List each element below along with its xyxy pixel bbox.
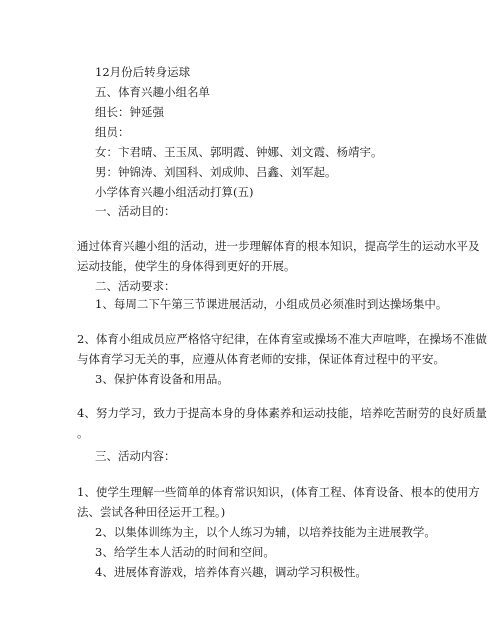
paragraph-line: 1、使学生理解一些简单的体育常识知识，(体育工程、体育设备、根本的使用方	[77, 485, 480, 499]
text-line: 12月份后转身运球	[95, 65, 191, 79]
paragraph-line: 3、保护体育设备和用品。	[95, 372, 229, 386]
text-line: 男：钟锦涛、刘国科、刘成帅、吕鑫、刘军起。	[95, 165, 337, 179]
section-heading: 一、活动目的：	[95, 204, 176, 218]
paragraph-line: 运动技能，使学生的身体得到更好的开展。	[77, 259, 296, 273]
paragraph-line: 4、努力学习，致力于提高本身的身体素养和运动技能，培养吃苦耐劳的良好质量	[77, 406, 487, 420]
paragraph-line: 与体育学习无关的事，应遵从体育老师的安排，保证体育过程中的平安。	[77, 352, 445, 366]
document-title: 小学体育兴趣小组活动打算(五)	[95, 185, 254, 199]
section-heading: 二、活动要求：	[95, 279, 176, 293]
paragraph-line: 法、尝试各种田径运开工程。)	[77, 505, 226, 519]
paragraph-line: 3、给学生本人活动的时间和空间。	[95, 545, 275, 559]
paragraph-line: 。	[77, 426, 89, 440]
text-line: 组长：钟延强	[95, 105, 164, 119]
section-heading: 三、活动内容：	[95, 449, 176, 463]
text-line: 女：卞君晴、王玉凤、郭明霞、钟娜、刘文霞、杨靖宇。	[95, 145, 383, 159]
paragraph-line: 2、体育小组成员应严格恪守纪律，在体育室或操场不准大声喧哗，在操场不准做	[77, 332, 487, 346]
paragraph-line: 2、以集体训练为主，以个人练习为辅，以培养技能为主进展教学。	[95, 525, 436, 539]
paragraph-line: 1、每周二下午第三节课进展活动，小组成员必须准时到达操场集中。	[95, 297, 448, 311]
paragraph-line: 4、进展体育游戏，培养体育兴趣，调动学习积极性。	[95, 565, 367, 579]
text-line: 组员：	[95, 125, 130, 139]
section-heading: 五、体育兴趣小组名单	[95, 85, 210, 99]
paragraph-line: 通过体育兴趣小组的活动，进一步理解体育的根本知识，提高学生的运动水平及	[77, 239, 480, 253]
